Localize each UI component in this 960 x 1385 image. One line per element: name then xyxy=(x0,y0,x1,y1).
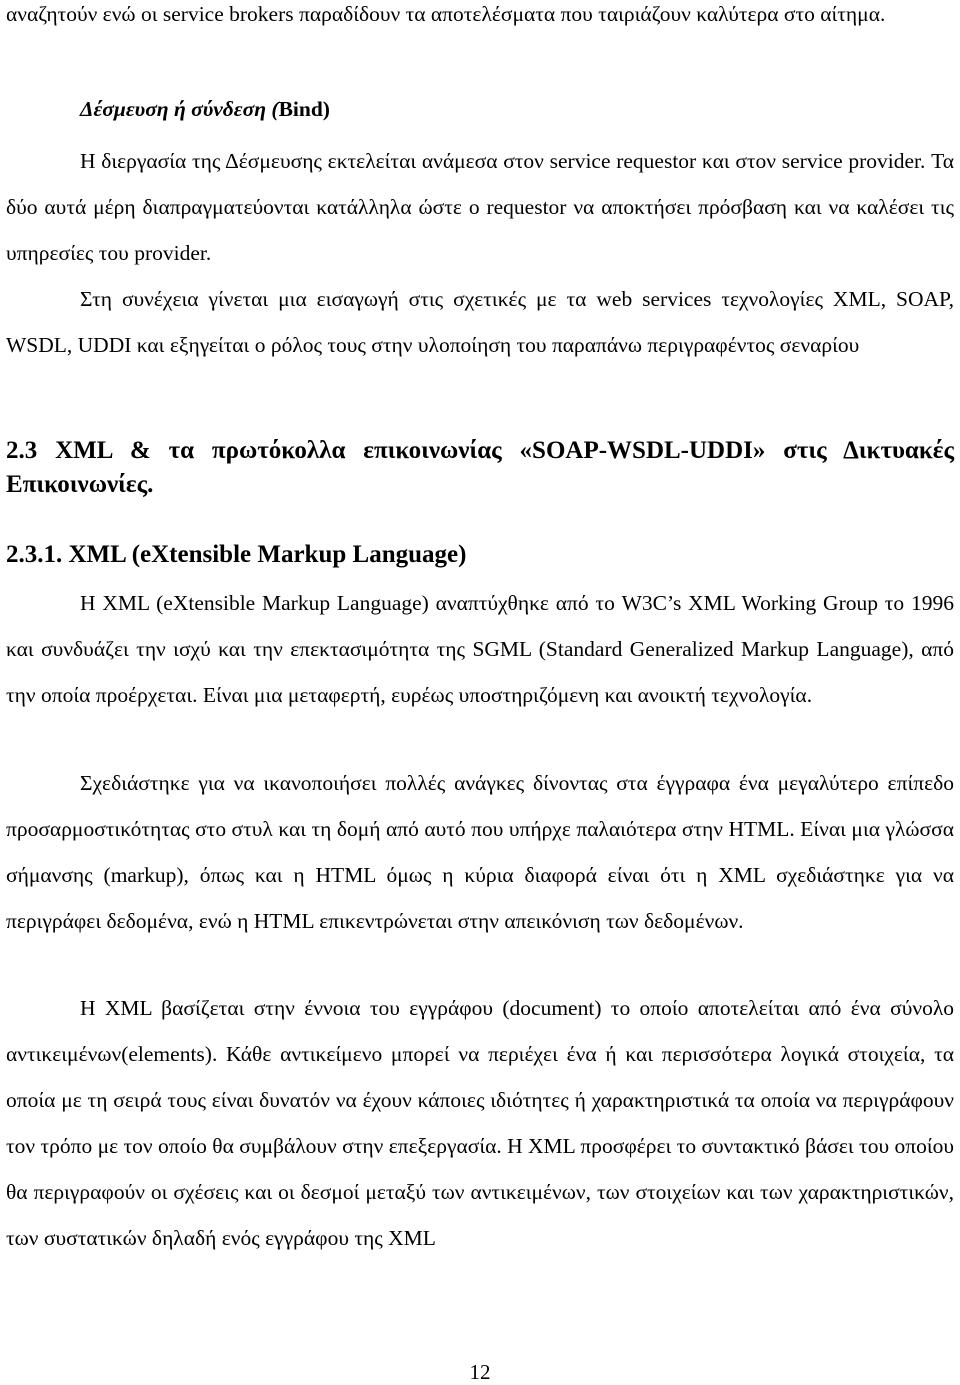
paragraph-xml-1: Η XML (eXtensible Markup Language) αναπτύχθηκε από το W3C’s XML Working Group το 1996 και συνδυάζει την ισχύ και την επεκτασιμότητα της SGML (Standard Generalized Markup Language), από την οποία προέρχεται. Είναι μια μεταφερτή, ευρέως υποστηριζόμενη και ανοικτή τεχνολογία. xyxy=(6,591,954,707)
paragraph-xml-2: Σχεδιάστηκε για να ικανοποιήσει πολλές ανάγκες δίνοντας στα έγγραφα ένα μεγαλύτερο επίπεδο προσαρμοστικότητας στο στυλ και τη δομή από αυτό που υπήρχε παλαιότερα στην HTML. Είναι μια γλώσσα σήμανσης (markup), όπως και η HTML όμως η κύρια διαφορά είναι ότι η XML σχεδιάστηκε για να περιγράφει δεδομένα, ενώ η HTML επικεντρώνεται στην απεικόνιση των δεδομένων. xyxy=(6,771,954,933)
page-number: 12 xyxy=(469,1360,491,1384)
paragraph-continuation: Στη συνέχεια γίνεται μια εισαγωγή στις σχετικές με τα web services τεχνολογίες XML, SOAP, WSDL, UDDI και εξηγείται ο ρόλος τους στην υλοποίηση του παραπάνω περιγραφέντος σεναρίου xyxy=(6,287,954,357)
heading-bind-latin: Bind) xyxy=(278,97,330,121)
paragraph-bind: Η διεργασία της Δέσμευσης εκτελείται ανάμεσα στον service requestor και στον service provider. Τα δύο αυτά μέρη διαπραγματεύονται κατάλληλα ώστε ο requestor να αποκτήσει πρόσβαση και να καλέσει τις υπηρεσίες του provider. xyxy=(6,149,954,265)
heading-bind-greek: Δέσμευση ή σύνδεση ( xyxy=(80,97,279,121)
paragraph-xml-3: Η XML βασίζεται στην έννοια του εγγράφου (document) το οποίο αποτελείται από ένα σύνολο αντικειμένων(elements). Κάθε αντικείμενο μπορεί να περιέχει ένα ή και περισσότερα λογικά στοιχεία, τα οποία με τη σειρά τους είναι δυνατόν να έχουν κάποιες ιδιότητες ή χαρακτηριστικά τα οποία να περιγράφουν τον τρόπο με τον οποίο θα συμβάλουν στην επεξεργασία. Η XML προσφέρει το συντακτικό βάσει του οποίου θα περιγραφούν οι σχέσεις και οι δεσμοί μεταξύ των αντικειμένων, των στοιχείων και των χαρακτηριστικών, των συστατικών δηλαδή ενός εγγράφου της XML xyxy=(6,996,954,1250)
paragraph-intro-tail: αναζητούν ενώ οι service brokers παραδίδουν τα αποτελέσματα που ταιριάζουν καλύτερα στο αίτημα. xyxy=(6,2,886,26)
subsection-heading: 2.3.1. XML (eXtensible Markup Language) xyxy=(6,541,467,568)
heading-bind xyxy=(80,86,330,132)
section-heading: 2.3 XML & τα πρωτόκολλα επικοινωνίας «SOAP-WSDL-UDDI» στις Δικτυακές Επικοινωνίες. xyxy=(6,437,954,498)
